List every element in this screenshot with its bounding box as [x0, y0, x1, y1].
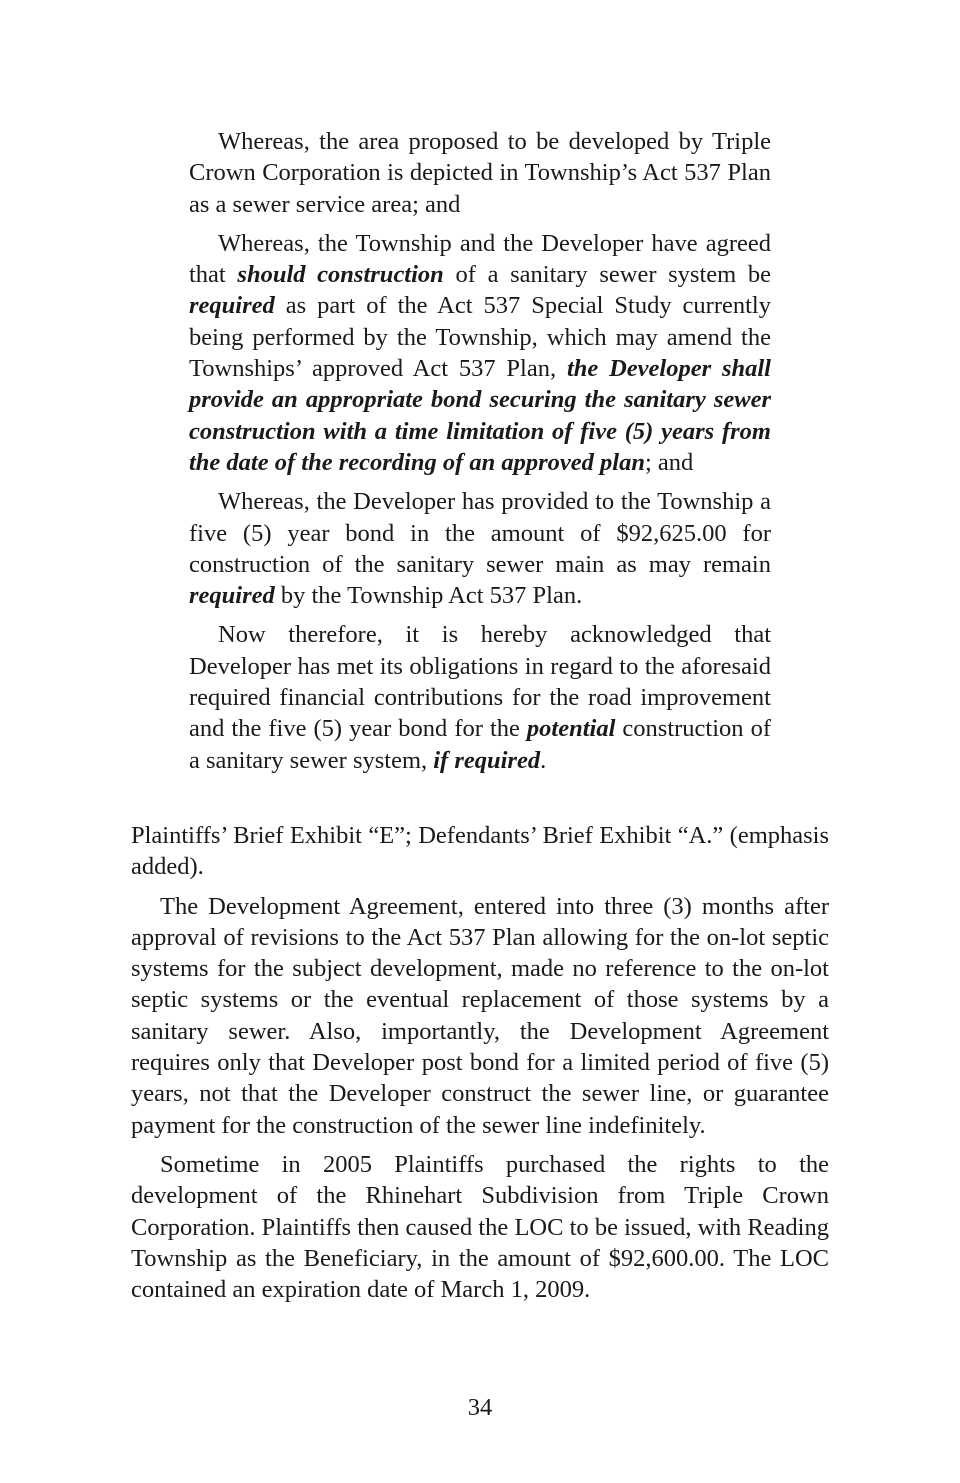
body-paragraph-1: The Development Agreement, entered into three (3) months after approval of revisions to the Act 537 Plan allowing for the on-lot septic systems for the subject development, made no reference to the on-lot septic systems or the eventual replacement of those systems by a sanitary sewer. Also, importantly, the Development Agreement requires only that Developer post bond for a limited period of five (5) years, not that the Developer construct the sewer line, or guarantee payment for the construction of the sewer line indefinitely. [131, 892, 829, 1139]
quote-paragraph-4: Now therefore, it is hereby acknowledged that Developer has met its obligations in regard to the aforesaid required financial contributions for the road improvement and the five (5) year bond for the potential construction of a sanitary sewer system, if required. [189, 621, 771, 774]
body-paragraph-2: Sometime in 2005 Plaintiffs purchased the rights to the development of the Rhinehart Subdivision from Triple Crown Corporation. Plaintiffs then caused the LOC to be issued, with Reading Township as the Beneficiary, in the amount of $92,600.00. The LOC contained an expiration date of March 1, 2009. [131, 1150, 829, 1304]
quote-paragraph-2: Whereas, the Township and the Developer have agreed that should construction of a sanitary sewer system be required as part of the Act 537 Special Study currently being performed by the Township, which may amend the Townships’ approved Act 537 Plan, the Developer shall provide an appropriate bond securing the sanitary sewer construction with a time limitation of five (5) years from the date of the recording of an approved plan; and [189, 229, 771, 476]
page-number: 34 [467, 1394, 493, 1421]
emphasis-required: required [189, 582, 275, 610]
emphasis-should-construction: should construction [237, 261, 444, 289]
emphasis-developer-bond: the Developer shall provide an appropriate bond securing the sanitary sewer construction with a time limitation of five (5) years from the date of the recording of an approved plan [189, 355, 771, 476]
emphasis-potential: potential [526, 715, 616, 743]
block-quote [189, 126, 771, 784]
citation: Plaintiffs’ Brief Exhibit “E”; Defendants’ Brief Exhibit “A.” (emphasis added). [131, 822, 829, 881]
emphasis-if-required: if required [433, 746, 541, 774]
quote-paragraph-1: Whereas, the area proposed to be developed by Triple Crown Corporation is depicted in Township’s Act 537 Plan as a sewer service area; and [189, 128, 771, 218]
emphasis-required: required [189, 292, 275, 320]
quote-paragraph-3: Whereas, the Developer has provided to the Township a five (5) year bond in the amount of $92,625.00 for construction of the sanitary sewer main as may remain required by the Township Act 537 Plan. [189, 488, 771, 610]
body-text [131, 820, 829, 1313]
